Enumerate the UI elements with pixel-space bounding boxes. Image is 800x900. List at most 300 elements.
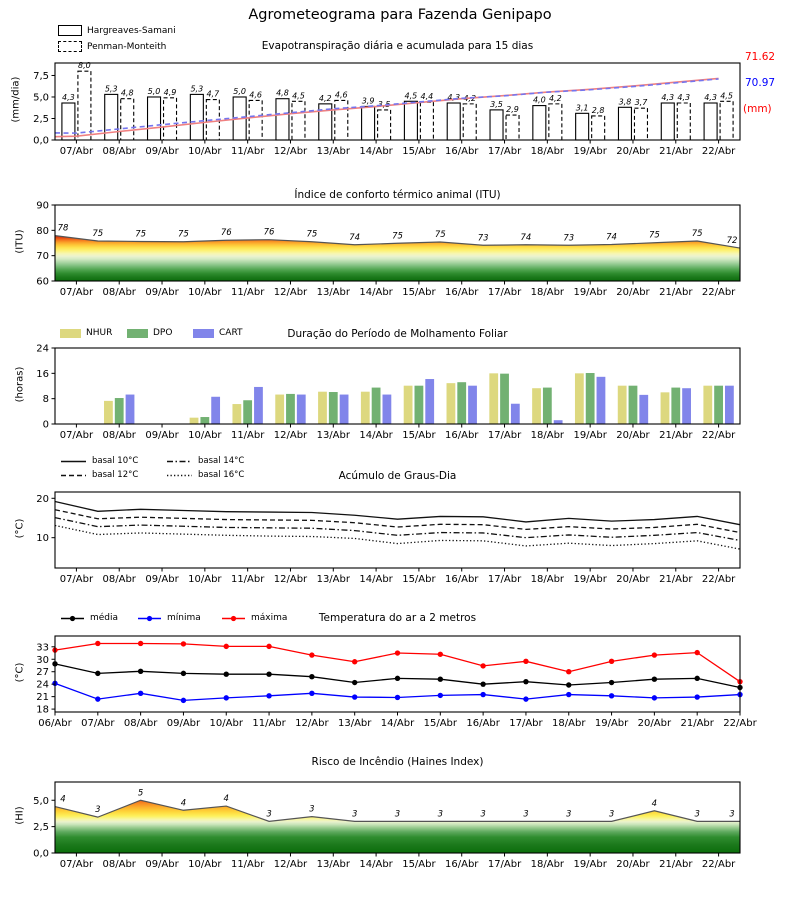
x-tick-label: 13/Abr	[316, 574, 350, 585]
x-tick-label: 17/Abr	[487, 146, 522, 157]
x-tick-label: 15/Abr	[423, 718, 458, 729]
itu-point-label: 75	[92, 228, 104, 239]
x-tick-label: 20/Abr	[616, 146, 650, 157]
evapo-bar	[335, 100, 348, 140]
x-tick-label: 16/Abr	[445, 574, 479, 585]
molhamento-bar-dpo	[629, 386, 638, 424]
haines-point-label: 4	[651, 798, 658, 809]
legend-label: CART	[219, 328, 243, 338]
x-tick-label: 16/Abr	[445, 287, 479, 298]
evapo-bar	[190, 94, 203, 140]
graus-ylabel: (°C)	[14, 518, 26, 539]
evapo-bar	[463, 104, 476, 140]
x-tick-label: 18/Abr	[530, 146, 565, 157]
x-tick-label: 20/Abr	[637, 718, 672, 729]
temp-marker	[266, 672, 271, 677]
evapo-bar	[592, 116, 605, 140]
x-tick-label: 14/Abr	[359, 574, 393, 585]
x-tick-label: 17/Abr	[509, 718, 543, 729]
itu-point-label: 74	[606, 232, 617, 243]
molhamento-bar-nhur	[361, 392, 370, 424]
x-tick-label: 12/Abr	[273, 574, 308, 585]
temp-marker	[652, 676, 657, 681]
legend-label: DPO	[153, 328, 173, 338]
x-tick-label: 14/Abr	[359, 146, 393, 157]
x-tick-label: 22/Abr	[701, 287, 736, 298]
x-tick-label: 11/Abr	[230, 430, 265, 441]
temp-marker	[480, 692, 485, 697]
itu-point-label: 73	[477, 233, 489, 244]
itu-point-label: 75	[178, 229, 189, 240]
x-tick-label: 13/Abr	[316, 859, 350, 870]
molhamento-bar-cart	[126, 395, 135, 424]
y-tick-label: 18	[36, 704, 49, 716]
basal10-line-icon	[60, 457, 87, 466]
x-tick-label: 16/Abr	[466, 718, 500, 729]
evapo-ylabel: (mm/dia)	[10, 76, 22, 123]
itu-ylabel: (ITU)	[14, 229, 26, 254]
y-tick-label: 24	[36, 343, 49, 355]
x-tick-label: 07/Abr	[59, 859, 94, 870]
temp-marker	[438, 693, 443, 698]
molhamento-bar-cart	[254, 387, 263, 424]
x-tick-label: 20/Abr	[616, 430, 650, 441]
itu-title: Índice de conforto térmico animal (ITU)	[294, 189, 501, 201]
temp-marker	[566, 692, 571, 697]
evapo-bar-label: 4,3	[661, 93, 675, 103]
x-tick-label: 15/Abr	[402, 146, 436, 157]
evapo-bar-label: 4,9	[163, 87, 177, 97]
x-tick-label: 15/Abr	[402, 574, 436, 585]
legend-label: basal 10°C	[92, 456, 139, 466]
x-tick-label: 10/Abr	[209, 718, 243, 729]
y-tick-label: 2,5	[33, 822, 49, 834]
temp-marker	[395, 695, 400, 700]
molhamento-bar-dpo	[714, 386, 723, 424]
temp-frame	[55, 636, 740, 712]
x-tick-label: 19/Abr	[573, 859, 607, 870]
molhamento-bar-dpo	[415, 386, 424, 424]
x-tick-label: 09/Abr	[166, 718, 201, 729]
evapo-bar-label: 4,8	[276, 88, 289, 98]
x-tick-label: 21/Abr	[659, 287, 693, 298]
temp-marker	[609, 659, 614, 664]
x-tick-label: 09/Abr	[145, 146, 179, 157]
legend-label: Hargreaves-Samani	[87, 25, 176, 36]
x-tick-label: 17/Abr	[487, 430, 522, 441]
y-tick-label: 80	[36, 225, 49, 237]
evapo-bar-label: 4,5	[292, 91, 305, 101]
x-tick-label: 19/Abr	[573, 146, 607, 157]
temp-marker	[95, 671, 100, 676]
evapo-bar	[362, 106, 375, 140]
legend-label: Penman-Monteith	[87, 41, 167, 52]
haines-point-label: 3	[95, 805, 101, 816]
legend-label: máxima	[251, 613, 288, 623]
x-tick-label: 18/Abr	[530, 859, 565, 870]
y-tick-label: 0	[42, 419, 49, 431]
x-tick-label: 19/Abr	[573, 430, 607, 441]
x-tick-label: 16/Abr	[445, 146, 479, 157]
x-tick-label: 11/Abr	[230, 859, 265, 870]
x-tick-label: 07/Abr	[59, 287, 94, 298]
accum-total-penman: 70.97	[745, 77, 776, 89]
x-tick-label: 07/Abr	[59, 146, 94, 157]
evapo-bar-label: 4,2	[463, 93, 477, 103]
x-tick-label: 22/Abr	[701, 859, 736, 870]
x-tick-label: 08/Abr	[102, 859, 136, 870]
x-tick-label: 22/Abr	[701, 430, 736, 441]
x-tick-label: 06/Abr	[38, 718, 72, 729]
x-tick-label: 09/Abr	[145, 430, 179, 441]
temp-marker	[95, 641, 100, 646]
molhamento-bar-cart	[340, 395, 349, 424]
x-tick-label: 15/Abr	[402, 430, 436, 441]
haines-point-label: 3	[729, 809, 735, 820]
x-tick-label: 13/Abr	[337, 718, 372, 729]
accum-unit-label: (mm)	[743, 103, 772, 115]
molhamento-bar-nhur	[703, 386, 712, 424]
evapo-bar	[249, 100, 262, 140]
evapo-bar	[549, 104, 562, 140]
molhamento-bar-nhur	[489, 373, 498, 424]
y-tick-label: 90	[36, 200, 49, 212]
evapo-bar-label: 3,8	[618, 97, 632, 107]
temp-marker	[138, 641, 143, 646]
x-tick-label: 22/Abr	[723, 718, 757, 729]
y-tick-label: 70	[36, 251, 49, 263]
x-tick-label: 12/Abr	[273, 146, 308, 157]
temp-marker	[480, 663, 485, 668]
y-tick-label: 60	[36, 276, 49, 288]
y-tick-label: 21	[36, 692, 49, 704]
graus-line	[55, 518, 740, 541]
evapo-bar-label: 2,8	[591, 105, 605, 115]
x-tick-label: 13/Abr	[316, 287, 350, 298]
evapo-bar	[661, 103, 674, 140]
haines-point-label: 3	[394, 809, 401, 820]
evapo-bar-label: 4,3	[677, 93, 691, 103]
temp-marker	[609, 680, 614, 685]
x-tick-label: 20/Abr	[616, 574, 650, 585]
haines-point-label: 3	[437, 809, 444, 820]
temp-marker	[652, 652, 657, 657]
molhamento-ylabel: (horas)	[14, 366, 26, 403]
temp-marker	[181, 698, 186, 703]
molhamento-bar-cart	[382, 395, 391, 424]
x-tick-label: 19/Abr	[573, 574, 607, 585]
y-tick-label: 5,0	[33, 92, 49, 104]
molhamento-title: Duração do Período de Molhamento Foliar	[287, 328, 508, 340]
evapo-bar	[720, 101, 733, 140]
legend-item-hargreaves	[58, 25, 176, 36]
x-tick-label: 10/Abr	[188, 287, 222, 298]
x-tick-label: 13/Abr	[316, 146, 350, 157]
haines-point-label: 4	[60, 794, 66, 805]
molhamento-bar-nhur	[661, 392, 670, 424]
temp-marker	[694, 650, 699, 655]
molhamento-bar-cart	[297, 395, 306, 424]
temp-marker	[224, 695, 229, 700]
x-tick-label: 21/Abr	[659, 146, 693, 157]
molhamento-bar-nhur	[190, 418, 199, 424]
evapo-bar	[121, 99, 134, 140]
y-tick-label: 2,5	[33, 113, 49, 125]
x-tick-label: 22/Abr	[701, 146, 736, 157]
x-tick-label: 14/Abr	[359, 287, 393, 298]
molhamento-bar-cart	[425, 379, 434, 424]
evapo-title: Evapotranspiração diária e acumulada para 15 dias	[261, 40, 534, 52]
y-tick-label: 20	[36, 493, 49, 505]
haines-point-label: 3	[480, 809, 486, 820]
y-tick-label: 33	[36, 642, 49, 654]
legend-label: basal 14°C	[198, 456, 245, 466]
haines-title: Risco de Incêndio (Haines Index)	[311, 756, 484, 768]
evapo-bar	[704, 103, 717, 140]
molhamento-bar-dpo	[286, 394, 295, 424]
evapo-bar-label: 2,9	[506, 105, 519, 115]
graus-title: Acúmulo de Graus-Dia	[338, 470, 457, 482]
itu-point-label: 76	[263, 227, 275, 238]
x-tick-label: 16/Abr	[445, 430, 479, 441]
molhamento-bar-dpo	[586, 373, 595, 424]
itu-point-label: 75	[648, 230, 660, 241]
molhamento-bar-dpo	[457, 382, 466, 424]
temp-marker	[138, 669, 143, 674]
temp-marker	[309, 652, 314, 657]
molhamento-bar-cart	[511, 404, 520, 424]
evapo-bar	[276, 99, 289, 140]
x-tick-label: 20/Abr	[616, 287, 650, 298]
temp-marker	[224, 672, 229, 677]
evapo-bar-label: 5,0	[147, 86, 161, 96]
page-title: Agrometeograma para Fazenda Genipapo	[248, 7, 552, 23]
x-tick-label: 21/Abr	[659, 859, 693, 870]
itu-point-label: 72	[726, 236, 738, 247]
evapo-bar-label: 4,6	[249, 90, 263, 100]
evapo-bar	[148, 97, 161, 140]
evapo-bar	[533, 106, 546, 140]
temp-marker	[395, 676, 400, 681]
evapo-bar-label: 3,7	[634, 98, 648, 108]
y-tick-label: 10	[36, 533, 49, 545]
molhamento-bar-nhur	[275, 395, 284, 424]
evapo-bar-label: 4,4	[420, 92, 434, 102]
x-tick-label: 12/Abr	[273, 859, 308, 870]
evapo-bar-label: 3,5	[490, 99, 503, 109]
temp-marker	[224, 644, 229, 649]
haines-point-label: 3	[694, 809, 700, 820]
molhamento-bar-cart	[639, 395, 648, 424]
temp-marker	[566, 669, 571, 674]
temp-marker	[138, 691, 143, 696]
itu-point-label: 75	[691, 228, 703, 239]
evapo-bar-label: 4,2	[318, 93, 332, 103]
molhamento-bar-dpo	[671, 388, 680, 424]
temp-marker	[181, 641, 186, 646]
x-tick-label: 07/Abr	[59, 430, 94, 441]
molhamento-bar-cart	[554, 420, 563, 424]
evapo-bar	[164, 98, 177, 140]
x-tick-label: 18/Abr	[530, 574, 565, 585]
molhamento-bar-nhur	[318, 392, 327, 424]
y-tick-label: 8	[42, 394, 49, 406]
temp-marker	[480, 681, 485, 686]
temp-marker	[438, 676, 443, 681]
evapo-bar	[292, 101, 305, 140]
molhamento-bar-cart	[211, 397, 220, 424]
evapo-bar-label: 4,0	[532, 95, 546, 105]
evapo-bar	[618, 107, 631, 140]
x-tick-label: 08/Abr	[102, 287, 136, 298]
molhamento-bar-dpo	[543, 388, 552, 424]
x-tick-label: 15/Abr	[402, 859, 436, 870]
y-tick-label: 5,0	[33, 795, 49, 807]
evapo-bar	[62, 103, 75, 140]
evapo-bar	[677, 103, 690, 140]
temp-marker	[181, 671, 186, 676]
molhamento-bar-nhur	[532, 388, 541, 424]
temp-marker	[95, 696, 100, 701]
evapo-bar-label: 4,5	[404, 91, 418, 101]
evapo-bar	[506, 115, 519, 140]
itu-point-label: 75	[392, 231, 403, 242]
x-tick-label: 21/Abr	[659, 574, 693, 585]
x-tick-label: 16/Abr	[445, 859, 479, 870]
x-tick-label: 12/Abr	[273, 287, 308, 298]
temp-marker	[438, 652, 443, 657]
evapo-bar-label: 4,3	[62, 93, 75, 103]
graus-line	[55, 510, 740, 533]
evapo-bar-label: 4,7	[206, 89, 220, 99]
x-tick-label: 11/Abr	[230, 287, 265, 298]
molhamento-bar-nhur	[575, 373, 584, 424]
itu-point-label: 75	[135, 229, 147, 240]
temp-marker	[352, 659, 357, 664]
x-tick-label: 18/Abr	[552, 718, 586, 729]
itu-point-label: 73	[563, 233, 575, 244]
temp-marker	[395, 650, 400, 655]
x-tick-label: 18/Abr	[530, 287, 565, 298]
evapo-bar-label: 4,5	[720, 91, 733, 101]
temp-marker	[609, 693, 614, 698]
evapo-bar	[634, 108, 647, 140]
legend-item-basal10	[60, 456, 138, 466]
temp-marker	[266, 644, 271, 649]
molhamento-bar-dpo	[200, 417, 209, 424]
x-tick-label: 19/Abr	[594, 718, 629, 729]
temp-marker	[266, 693, 271, 698]
x-tick-label: 09/Abr	[145, 859, 179, 870]
temp-marker	[523, 679, 528, 684]
molhamento-bar-cart	[682, 388, 691, 424]
legend-label: basal 12°C	[92, 470, 139, 480]
x-tick-label: 13/Abr	[316, 430, 350, 441]
evapo-bar-label: 4,3	[447, 93, 461, 103]
graus-frame	[55, 492, 740, 568]
x-tick-label: 14/Abr	[359, 859, 393, 870]
x-tick-label: 21/Abr	[659, 430, 693, 441]
evapo-bar	[576, 113, 589, 140]
x-tick-label: 10/Abr	[188, 146, 222, 157]
x-tick-label: 12/Abr	[295, 718, 329, 729]
x-tick-label: 10/Abr	[188, 430, 222, 441]
y-tick-label: 27	[36, 667, 49, 679]
molhamento-bar-dpo	[500, 374, 509, 424]
evapo-bar	[490, 110, 503, 140]
haines-point-label: 3	[566, 809, 572, 820]
x-tick-label: 11/Abr	[252, 718, 286, 729]
evapo-bar-label: 4,2	[548, 93, 562, 103]
evapo-bar-label: 5,3	[190, 84, 204, 94]
haines-point-label: 4	[223, 794, 229, 805]
itu-point-label: 76	[220, 228, 232, 239]
haines-point-label: 3	[351, 809, 358, 820]
y-tick-label: 0,0	[33, 848, 49, 860]
legend-label: NHUR	[86, 328, 113, 338]
evapo-bar	[447, 103, 460, 140]
legend-item-basal14	[166, 456, 244, 466]
molhamento-bar-nhur	[404, 386, 413, 424]
graus-line	[55, 501, 740, 524]
haines-point-label: 3	[309, 804, 315, 815]
molhamento-bar-nhur	[232, 404, 241, 424]
legend-label: mínima	[167, 613, 201, 623]
y-tick-label: 30	[36, 654, 49, 666]
itu-point-label: 74	[520, 232, 532, 243]
temp-ylabel: (°C)	[14, 662, 26, 683]
basal14-line-icon	[166, 457, 193, 466]
temp-marker	[523, 659, 528, 664]
molhamento-bar-nhur	[447, 383, 456, 424]
evapo-bar-label: 5,3	[104, 84, 118, 94]
itu-point-label: 75	[306, 229, 318, 240]
haines-point-label: 5	[137, 788, 144, 799]
temp-title: Temperatura do ar a 2 metros	[318, 612, 477, 624]
x-tick-label: 12/Abr	[273, 430, 308, 441]
x-tick-label: 19/Abr	[573, 287, 607, 298]
y-tick-label: 0,0	[33, 135, 49, 147]
molhamento-bar-dpo	[115, 398, 124, 424]
haines-point-label: 3	[266, 809, 272, 820]
haines-area-fill	[55, 800, 740, 853]
x-tick-label: 10/Abr	[188, 574, 222, 585]
molhamento-bar-dpo	[372, 388, 381, 424]
x-tick-label: 22/Abr	[701, 574, 736, 585]
molhamento-bar-cart	[468, 386, 477, 424]
haines-point-label: 4	[180, 798, 187, 809]
temp-marker	[309, 691, 314, 696]
legend-label: basal 16°C	[198, 470, 245, 480]
temp-marker	[652, 695, 657, 700]
evapo-bar-label: 4,8	[120, 88, 134, 98]
evapo-bar-label: 4,6	[334, 90, 348, 100]
temp-marker	[694, 676, 699, 681]
x-tick-label: 08/Abr	[102, 430, 136, 441]
x-tick-label: 17/Abr	[487, 287, 522, 298]
x-tick-label: 15/Abr	[402, 287, 436, 298]
temp-marker	[523, 696, 528, 701]
itu-point-label: 78	[57, 223, 69, 234]
molhamento-bar-nhur	[104, 401, 113, 424]
x-tick-label: 11/Abr	[230, 574, 265, 585]
haines-point-label: 3	[523, 809, 529, 820]
molhamento-bar-dpo	[243, 400, 252, 424]
evapo-bar	[378, 110, 391, 140]
molhamento-bar-cart	[725, 386, 734, 424]
accum-total-hargreaves: 71.62	[745, 51, 776, 63]
x-tick-label: 17/Abr	[487, 859, 522, 870]
